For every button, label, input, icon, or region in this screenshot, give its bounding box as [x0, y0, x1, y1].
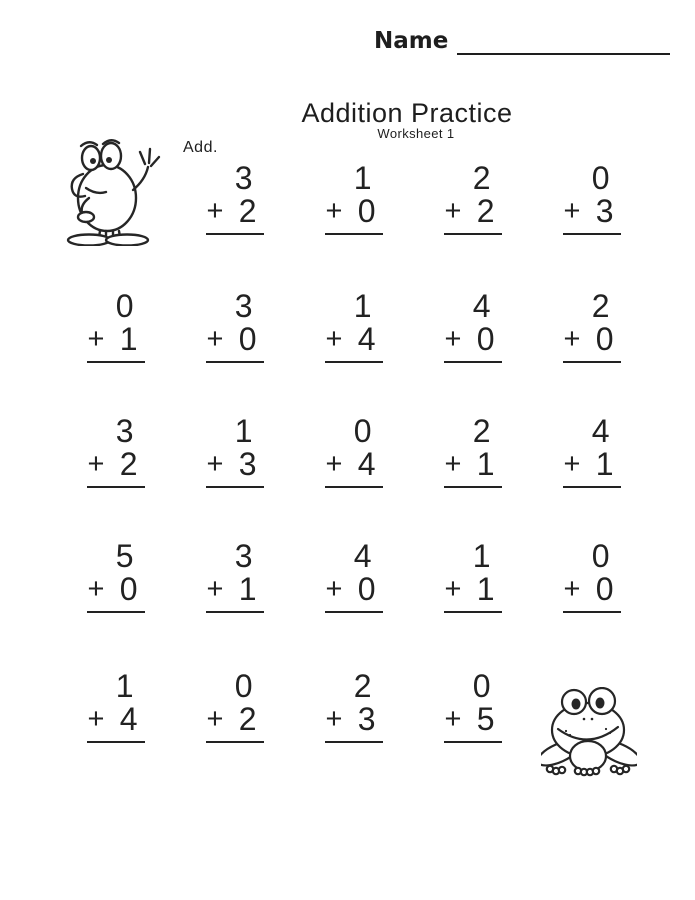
addition-problem — [444, 415, 502, 488]
plus-sign: + — [325, 703, 343, 735]
addition-problem — [444, 162, 502, 235]
plus-sign: + — [206, 573, 224, 605]
bottom-addend-row — [87, 703, 145, 736]
addition-problem — [206, 290, 264, 363]
bottom-addend: 0 — [238, 321, 257, 357]
plus-sign: + — [87, 703, 105, 735]
problem-cell — [532, 415, 651, 488]
bottom-addend-row — [563, 448, 621, 481]
bottom-addend-row — [206, 195, 264, 228]
addition-problem — [444, 670, 502, 743]
answer-line — [325, 486, 383, 488]
top-addend: 4 — [353, 538, 372, 574]
problem-cell — [413, 415, 532, 488]
problem-row — [56, 540, 653, 613]
bottom-addend-row — [325, 323, 383, 356]
answer-line — [563, 361, 621, 363]
bottom-addend: 2 — [476, 193, 495, 229]
plus-sign: + — [87, 323, 105, 355]
plus-sign: + — [206, 195, 224, 227]
problem-cell — [294, 415, 413, 488]
addition-problem — [563, 162, 621, 235]
bottom-addend-row — [87, 573, 145, 606]
problem-cell — [56, 540, 175, 613]
answer-line — [325, 741, 383, 743]
plus-sign: + — [87, 573, 105, 605]
addition-problem — [87, 540, 145, 613]
answer-line — [206, 741, 264, 743]
bottom-addend-row — [325, 195, 383, 228]
answer-line — [444, 233, 502, 235]
plus-sign: + — [206, 448, 224, 480]
bottom-addend: 0 — [595, 321, 614, 357]
problem-row — [56, 290, 653, 363]
answer-line — [444, 486, 502, 488]
problem-cell — [56, 670, 175, 743]
answer-line — [563, 233, 621, 235]
plus-sign: + — [563, 448, 581, 480]
top-addend: 2 — [472, 160, 491, 196]
addition-problem — [206, 415, 264, 488]
spacer-cell — [532, 670, 651, 743]
problem-cell — [413, 670, 532, 743]
plus-sign: + — [87, 448, 105, 480]
bottom-addend-row — [87, 448, 145, 481]
top-addend: 5 — [115, 538, 134, 574]
bottom-addend: 0 — [595, 571, 614, 607]
name-label: Name — [374, 28, 449, 54]
bottom-addend: 0 — [357, 193, 376, 229]
problem-cell — [175, 415, 294, 488]
top-addend: 1 — [353, 288, 372, 324]
answer-line — [325, 361, 383, 363]
answer-line — [444, 741, 502, 743]
plus-sign: + — [563, 573, 581, 605]
problem-cell — [532, 162, 651, 235]
addition-problem — [325, 670, 383, 743]
bottom-addend: 4 — [357, 446, 376, 482]
bottom-addend-row — [444, 195, 502, 228]
addition-problem — [87, 290, 145, 363]
plus-sign: + — [563, 323, 581, 355]
bottom-addend: 2 — [238, 701, 257, 737]
bottom-addend: 3 — [357, 701, 376, 737]
top-addend: 4 — [591, 413, 610, 449]
problem-cell — [294, 670, 413, 743]
addition-problem — [206, 162, 264, 235]
bottom-addend-row — [325, 573, 383, 606]
answer-line — [87, 611, 145, 613]
plus-sign: + — [444, 573, 462, 605]
plus-sign: + — [444, 323, 462, 355]
top-addend: 2 — [591, 288, 610, 324]
addition-problem — [563, 540, 621, 613]
bottom-addend-row — [444, 573, 502, 606]
top-addend: 1 — [472, 538, 491, 574]
problem-cell — [175, 162, 294, 235]
bottom-addend: 1 — [119, 321, 138, 357]
plus-sign: + — [325, 448, 343, 480]
plus-sign: + — [325, 573, 343, 605]
plus-sign: + — [325, 195, 343, 227]
bottom-addend: 4 — [357, 321, 376, 357]
bottom-addend-row — [563, 195, 621, 228]
problem-cell — [413, 540, 532, 613]
answer-line — [325, 611, 383, 613]
top-addend: 4 — [472, 288, 491, 324]
addition-problem — [563, 415, 621, 488]
top-addend: 1 — [115, 668, 134, 704]
problem-cell — [175, 290, 294, 363]
addition-problem — [325, 290, 383, 363]
bottom-addend-row — [444, 448, 502, 481]
plus-sign: + — [206, 703, 224, 735]
bottom-addend: 1 — [476, 571, 495, 607]
bottom-addend-row — [206, 703, 264, 736]
answer-line — [206, 611, 264, 613]
bottom-addend: 3 — [238, 446, 257, 482]
bottom-addend-row — [87, 323, 145, 356]
bottom-addend-row — [206, 573, 264, 606]
problem-cell — [413, 290, 532, 363]
top-addend: 3 — [234, 160, 253, 196]
answer-line — [206, 361, 264, 363]
bottom-addend: 3 — [595, 193, 614, 229]
plus-sign: + — [444, 448, 462, 480]
answer-line — [206, 486, 264, 488]
answer-line — [87, 486, 145, 488]
spacer-cell — [56, 162, 175, 235]
top-addend: 1 — [234, 413, 253, 449]
addition-problem — [206, 670, 264, 743]
addition-problem — [444, 540, 502, 613]
answer-line — [444, 611, 502, 613]
problem-cell — [56, 415, 175, 488]
addition-problem — [206, 540, 264, 613]
answer-line — [87, 361, 145, 363]
problem-row — [56, 670, 653, 743]
bottom-addend: 0 — [119, 571, 138, 607]
bottom-addend: 2 — [119, 446, 138, 482]
addition-problem — [563, 290, 621, 363]
answer-line — [444, 361, 502, 363]
addition-problem — [325, 162, 383, 235]
bottom-addend: 2 — [238, 193, 257, 229]
bottom-addend-row — [444, 323, 502, 356]
top-addend: 0 — [353, 413, 372, 449]
bottom-addend-row — [325, 448, 383, 481]
bottom-addend: 0 — [476, 321, 495, 357]
bottom-addend: 5 — [476, 701, 495, 737]
problem-cell — [532, 540, 651, 613]
worksheet-subtitle: Worksheet 1 — [377, 126, 455, 141]
plus-sign: + — [206, 323, 224, 355]
bottom-addend: 1 — [595, 446, 614, 482]
answer-line — [206, 233, 264, 235]
addition-problem — [444, 290, 502, 363]
worksheet-title: Addition Practice — [301, 98, 513, 128]
addition-problem — [87, 670, 145, 743]
bottom-addend: 0 — [357, 571, 376, 607]
bottom-addend: 1 — [238, 571, 257, 607]
bottom-addend-row — [206, 448, 264, 481]
answer-line — [563, 611, 621, 613]
problem-cell — [294, 162, 413, 235]
top-addend: 3 — [234, 288, 253, 324]
problem-cell — [294, 290, 413, 363]
plus-sign: + — [444, 703, 462, 735]
top-addend: 0 — [591, 160, 610, 196]
top-addend: 3 — [234, 538, 253, 574]
bottom-addend: 1 — [476, 446, 495, 482]
plus-sign: + — [563, 195, 581, 227]
bottom-addend-row — [325, 703, 383, 736]
problem-cell — [175, 540, 294, 613]
bottom-addend-row — [206, 323, 264, 356]
top-addend: 2 — [472, 413, 491, 449]
top-addend: 2 — [353, 668, 372, 704]
bottom-addend: 4 — [119, 701, 138, 737]
addition-problem — [325, 540, 383, 613]
top-addend: 0 — [591, 538, 610, 574]
problem-cell — [413, 162, 532, 235]
top-addend: 0 — [472, 668, 491, 704]
problem-cell — [294, 540, 413, 613]
bottom-addend-row — [444, 703, 502, 736]
bottom-addend-row — [563, 323, 621, 356]
problem-cell — [532, 290, 651, 363]
answer-line — [87, 741, 145, 743]
bottom-addend-row — [563, 573, 621, 606]
top-addend: 0 — [115, 288, 134, 324]
plus-sign: + — [325, 323, 343, 355]
addition-problem — [325, 415, 383, 488]
problem-row — [56, 162, 653, 235]
answer-line — [325, 233, 383, 235]
problem-row — [56, 415, 653, 488]
plus-sign: + — [444, 195, 462, 227]
problem-cell — [175, 670, 294, 743]
top-addend: 0 — [234, 668, 253, 704]
problems-grid — [56, 0, 653, 900]
top-addend: 1 — [353, 160, 372, 196]
instruction-label: Add. — [183, 139, 218, 156]
addition-problem — [87, 415, 145, 488]
answer-line — [563, 486, 621, 488]
problem-cell — [56, 290, 175, 363]
top-addend: 3 — [115, 413, 134, 449]
